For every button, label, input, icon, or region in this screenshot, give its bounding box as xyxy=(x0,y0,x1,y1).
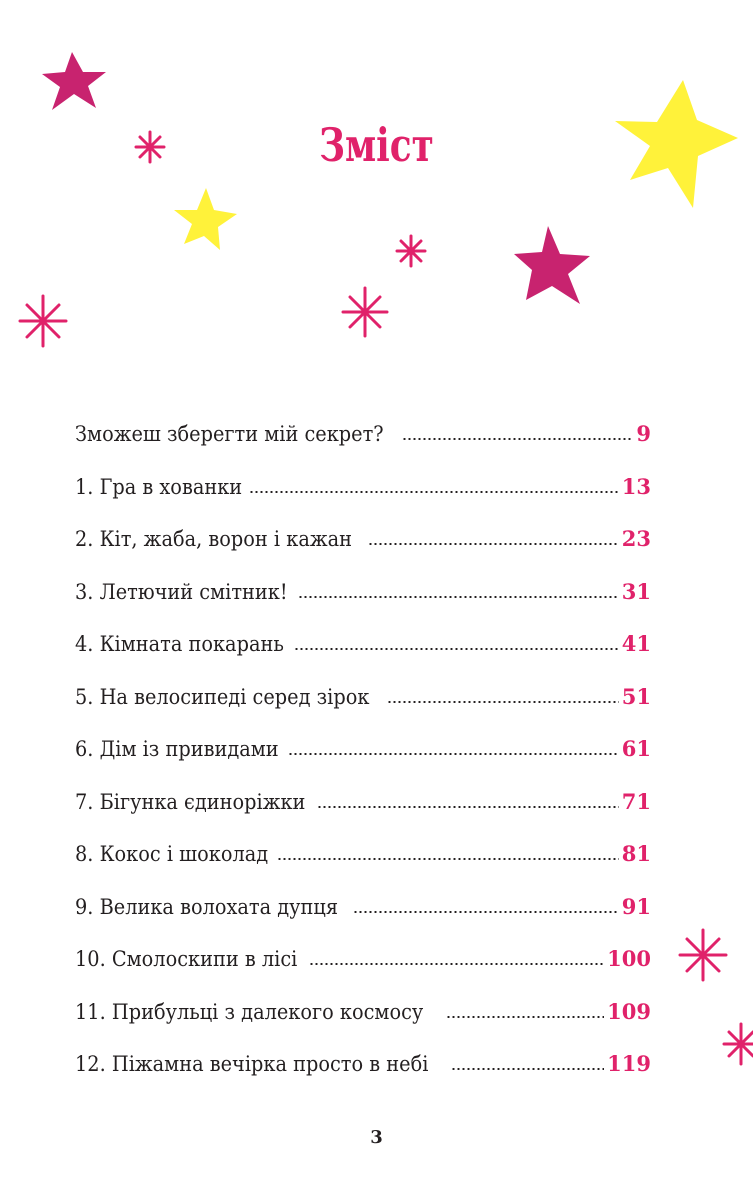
toc-entry-title: 6. Дім із привидами xyxy=(75,737,279,761)
toc-entry-title: 7. Бігунка єдиноріжки xyxy=(75,789,306,814)
toc-entry-title: 2. Кіт, жаба, ворон і кажан xyxy=(75,527,353,551)
sparkle-icon xyxy=(724,1024,753,1064)
toc-entry-title: 1. Гра в хованки xyxy=(75,474,243,499)
toc-entry-title: Зможеш зберегти мій секрет? xyxy=(75,422,384,446)
toc-entry-page: 13 xyxy=(621,473,651,499)
toc-entry-title: 9. Велика волохата дупця xyxy=(75,894,339,919)
toc-entry-page: 31 xyxy=(621,578,651,604)
toc-entry-title: 5. На велосипеді серед зірок xyxy=(75,684,370,709)
toc-entry-page: 109 xyxy=(607,998,651,1024)
dot-leader xyxy=(451,1068,604,1070)
magenta-star-icon xyxy=(514,226,590,304)
magenta-star-icon xyxy=(42,52,106,110)
toc-entry xyxy=(75,566,651,619)
toc-entry xyxy=(75,776,651,829)
sparkle-icon xyxy=(397,236,425,266)
dot-leader xyxy=(387,701,619,703)
toc-entry xyxy=(75,618,651,671)
dot-leader xyxy=(368,543,619,545)
toc-entry-page: 9 xyxy=(636,421,651,446)
toc-entry xyxy=(75,828,651,881)
dot-leader xyxy=(298,596,619,598)
table-of-contents xyxy=(75,408,651,1091)
toc-entry xyxy=(75,986,651,1039)
page-title: Зміст xyxy=(319,118,434,172)
toc-entry xyxy=(75,671,651,724)
toc-entry xyxy=(75,881,651,934)
toc-entry-page: 91 xyxy=(621,893,651,919)
toc-entry xyxy=(75,461,651,514)
toc-entry-page: 61 xyxy=(621,736,651,761)
dot-leader xyxy=(317,806,618,808)
toc-entry-page: 23 xyxy=(621,526,651,551)
toc-entry xyxy=(75,1038,651,1091)
toc-entry-title: 4. Кімната покарань xyxy=(75,632,284,656)
sparkle-icon xyxy=(343,288,387,336)
dot-leader xyxy=(309,963,604,965)
toc-entry-page: 41 xyxy=(621,631,651,656)
toc-entry xyxy=(75,513,651,566)
dot-leader xyxy=(294,648,619,650)
toc-entry xyxy=(75,408,651,461)
toc-entry-title: 8. Кокос і шоколад xyxy=(75,842,269,866)
toc-entry-title: 3. Летючий смітник! xyxy=(75,579,288,604)
toc-entry-title: 12. Піжамна вечірка просто в небі xyxy=(75,1052,429,1076)
toc-entry-page: 119 xyxy=(607,1051,651,1076)
dot-leader xyxy=(446,1016,605,1018)
toc-entry-page: 51 xyxy=(621,683,651,709)
sparkle-icon xyxy=(680,930,726,980)
dot-leader xyxy=(277,858,619,860)
toc-entry-page: 71 xyxy=(621,788,651,814)
toc-entry-page: 100 xyxy=(607,946,651,971)
toc-entry-page: 81 xyxy=(621,841,651,866)
dot-leader xyxy=(353,911,619,913)
sparkle-icon xyxy=(20,296,66,346)
dot-leader xyxy=(249,491,619,493)
yellow-star-icon xyxy=(174,188,237,250)
toc-entry xyxy=(75,933,651,986)
page-number: 3 xyxy=(370,1127,383,1148)
toc-entry-title: 10. Смолоскипи в лісі xyxy=(75,947,298,971)
dot-leader xyxy=(402,438,633,440)
toc-entry xyxy=(75,723,651,776)
toc-entry-title: 11. Прибульці з далекого космосу xyxy=(75,999,424,1024)
dot-leader xyxy=(288,753,618,755)
